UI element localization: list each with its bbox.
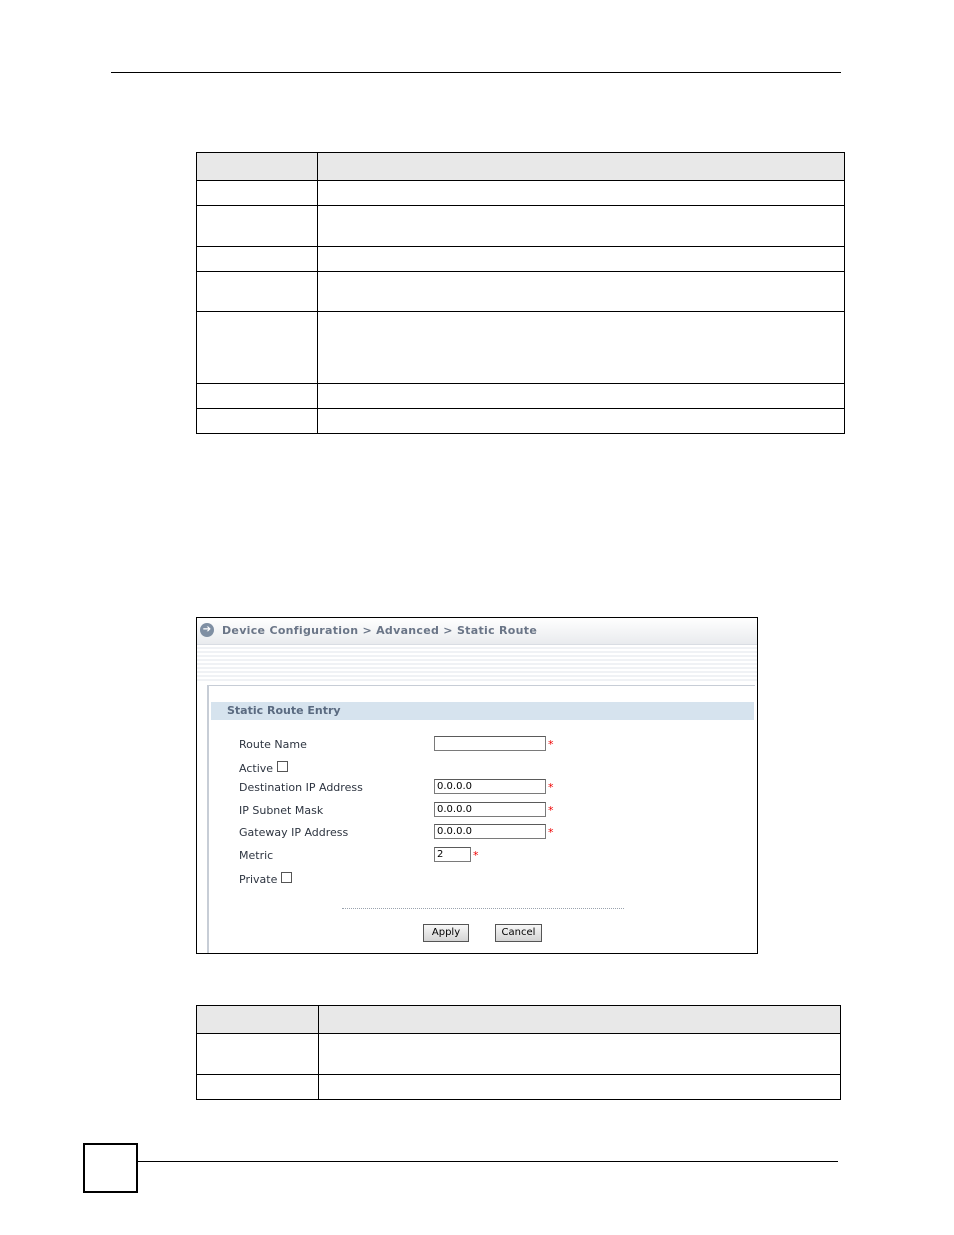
static-route-screenshot bbox=[196, 617, 758, 954]
gateway-ip-input[interactable] bbox=[434, 824, 546, 839]
striped-header-band bbox=[197, 645, 757, 683]
destination-ip-input[interactable] bbox=[434, 779, 546, 794]
table-header-row bbox=[197, 153, 845, 181]
table-row bbox=[197, 181, 845, 206]
table-header-row bbox=[197, 1006, 841, 1034]
page-number-box bbox=[83, 1143, 138, 1193]
subnet-mask-label: IP Subnet Mask bbox=[239, 804, 324, 817]
required-mark: * bbox=[548, 826, 554, 839]
required-mark: * bbox=[473, 849, 479, 862]
required-mark: * bbox=[548, 781, 554, 794]
content-panel bbox=[207, 685, 755, 953]
field-description-table-bottom bbox=[196, 1005, 841, 1100]
table-row bbox=[197, 409, 845, 434]
table-row bbox=[197, 1034, 841, 1075]
metric-input[interactable] bbox=[434, 847, 471, 862]
private-label: Private bbox=[239, 873, 278, 886]
table-row bbox=[197, 272, 845, 312]
active-checkbox[interactable] bbox=[277, 761, 288, 772]
table-row bbox=[197, 247, 845, 272]
section-title: Static Route Entry bbox=[227, 704, 341, 717]
required-mark: * bbox=[548, 804, 554, 817]
private-row bbox=[239, 872, 292, 886]
subnet-mask-input[interactable] bbox=[434, 802, 546, 817]
arrow-circle-icon: ➔ bbox=[200, 623, 214, 637]
table-row bbox=[197, 1075, 841, 1100]
section-header bbox=[211, 702, 754, 720]
gateway-ip-label: Gateway IP Address bbox=[239, 826, 349, 839]
route-name-input[interactable] bbox=[434, 736, 546, 751]
breadcrumb: Device Configuration > Advanced > Static Route bbox=[222, 624, 538, 637]
field-description-table-top bbox=[196, 152, 845, 434]
active-row bbox=[239, 761, 288, 775]
apply-button[interactable]: Apply bbox=[423, 924, 469, 942]
table-row bbox=[197, 312, 845, 384]
cancel-button[interactable]: Cancel bbox=[495, 924, 542, 942]
metric-label: Metric bbox=[239, 849, 274, 862]
footer-rule bbox=[138, 1161, 838, 1162]
private-checkbox[interactable] bbox=[281, 872, 292, 883]
table-row bbox=[197, 384, 845, 409]
title-bar bbox=[197, 618, 757, 645]
table-row bbox=[197, 206, 845, 247]
route-name-label: Route Name bbox=[239, 738, 307, 751]
separator bbox=[342, 908, 624, 909]
required-mark: * bbox=[548, 738, 554, 751]
destination-ip-label: Destination IP Address bbox=[239, 781, 363, 794]
header-rule bbox=[111, 72, 841, 73]
active-label: Active bbox=[239, 762, 274, 775]
